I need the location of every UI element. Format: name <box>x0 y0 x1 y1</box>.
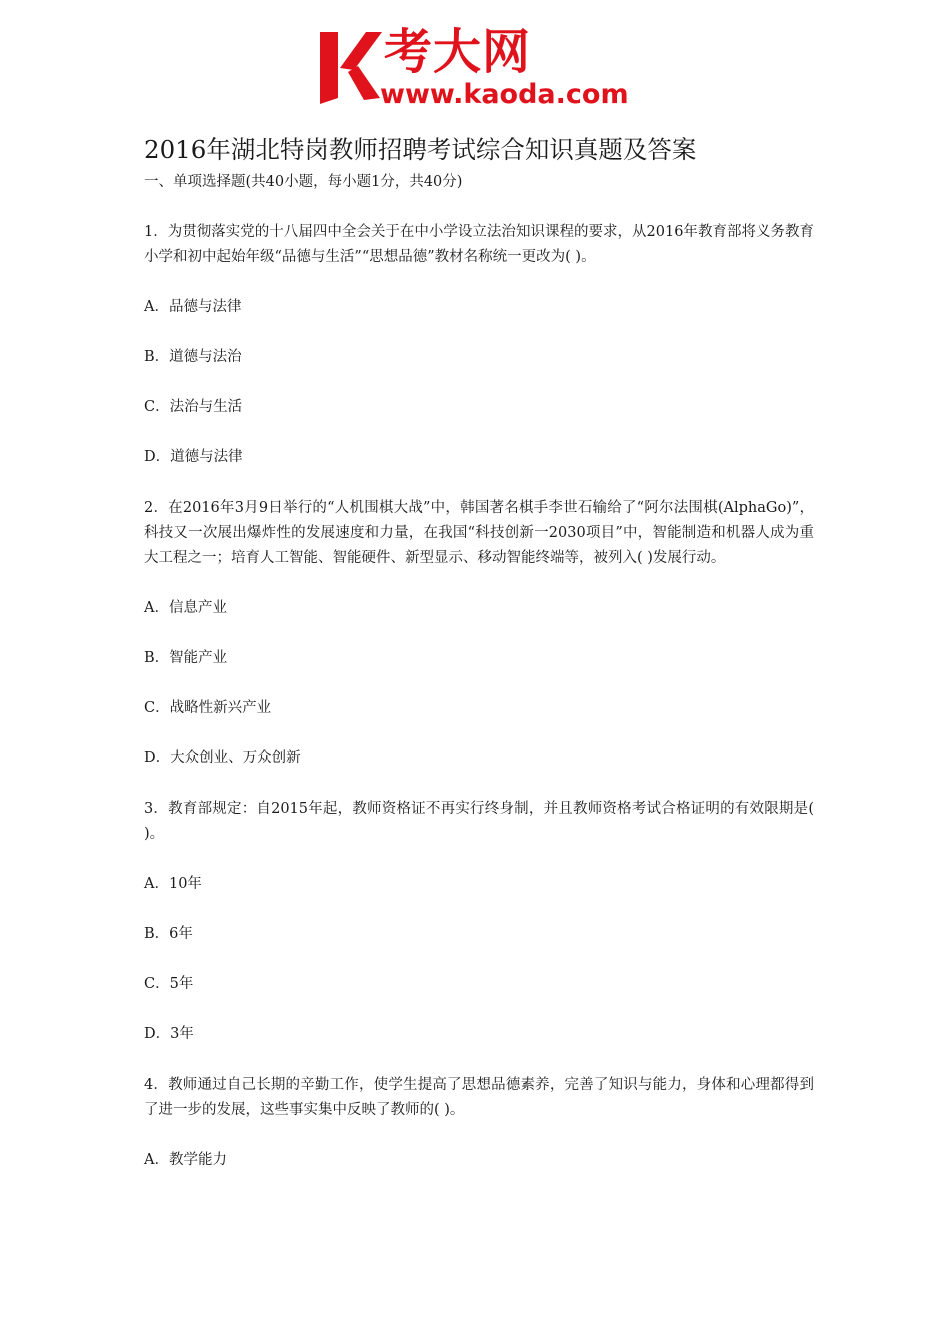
site-logo <box>318 24 638 114</box>
question-2-option-a: A．信息产业 <box>144 600 227 616</box>
question-3-option-b: B．6年 <box>144 926 193 942</box>
question-2-option-d: D．大众创业、万众创新 <box>144 750 301 766</box>
logo-brand-name: 考大网 <box>384 24 532 80</box>
question-2: 2．在2016年3月9日举行的“人机围棋大战”中，韩国著名棋手李世石输给了“阿尔法围棋(AlphaGo)”，科技又一次展出爆炸性的发展速度和力量，在我国“科技创新一2030项目”中，智能制造和机器人成为重大工程之一；培育人工智能、智能硬件、新型显示、移动智能终端等，被列入( )发展行动。 <box>144 500 814 566</box>
question-1-option-c: C．法治与生活 <box>144 399 243 415</box>
question-4-option-a: A．教学能力 <box>144 1152 227 1168</box>
logo-k-icon <box>318 28 384 104</box>
question-1: 1．为贯彻落实党的十八届四中全会关于在中小学设立法治知识课程的要求，从2016年教育部将义务教育小学和初中起始年级“品德与生活”“思想品德”教材名称统一更改为( )。 <box>144 224 814 265</box>
question-3: 3．教育部规定：自2015年起，教师资格证不再实行终身制，并且教师资格考试合格证明的有效限期是( )。 <box>144 801 814 842</box>
logo-url: www.kaoda.com <box>380 79 629 110</box>
question-2-option-b: B．智能产业 <box>144 650 228 666</box>
question-3-option-a: A．10年 <box>144 876 202 892</box>
question-4: 4．教师通过自己长期的辛勤工作，使学生提高了思想品德素养，完善了知识与能力，身体和心理都得到了进一步的发展，这些事实集中反映了教师的( )。 <box>144 1077 814 1118</box>
question-2-option-c: C．战略性新兴产业 <box>144 700 272 716</box>
question-1-option-d: D．道德与法律 <box>144 449 243 465</box>
question-1-option-a: A．品德与法律 <box>144 299 242 315</box>
question-3-option-c: C．5年 <box>144 976 194 992</box>
question-1-option-b: B．道德与法治 <box>144 349 242 365</box>
section-heading: 一、单项选择题(共40小题，每小题1分，共40分) <box>144 174 463 190</box>
question-3-option-d: D．3年 <box>144 1026 194 1042</box>
document-title: 2016年湖北特岗教师招聘考试综合知识真题及答案 <box>144 135 697 164</box>
document-body <box>144 132 814 1173</box>
